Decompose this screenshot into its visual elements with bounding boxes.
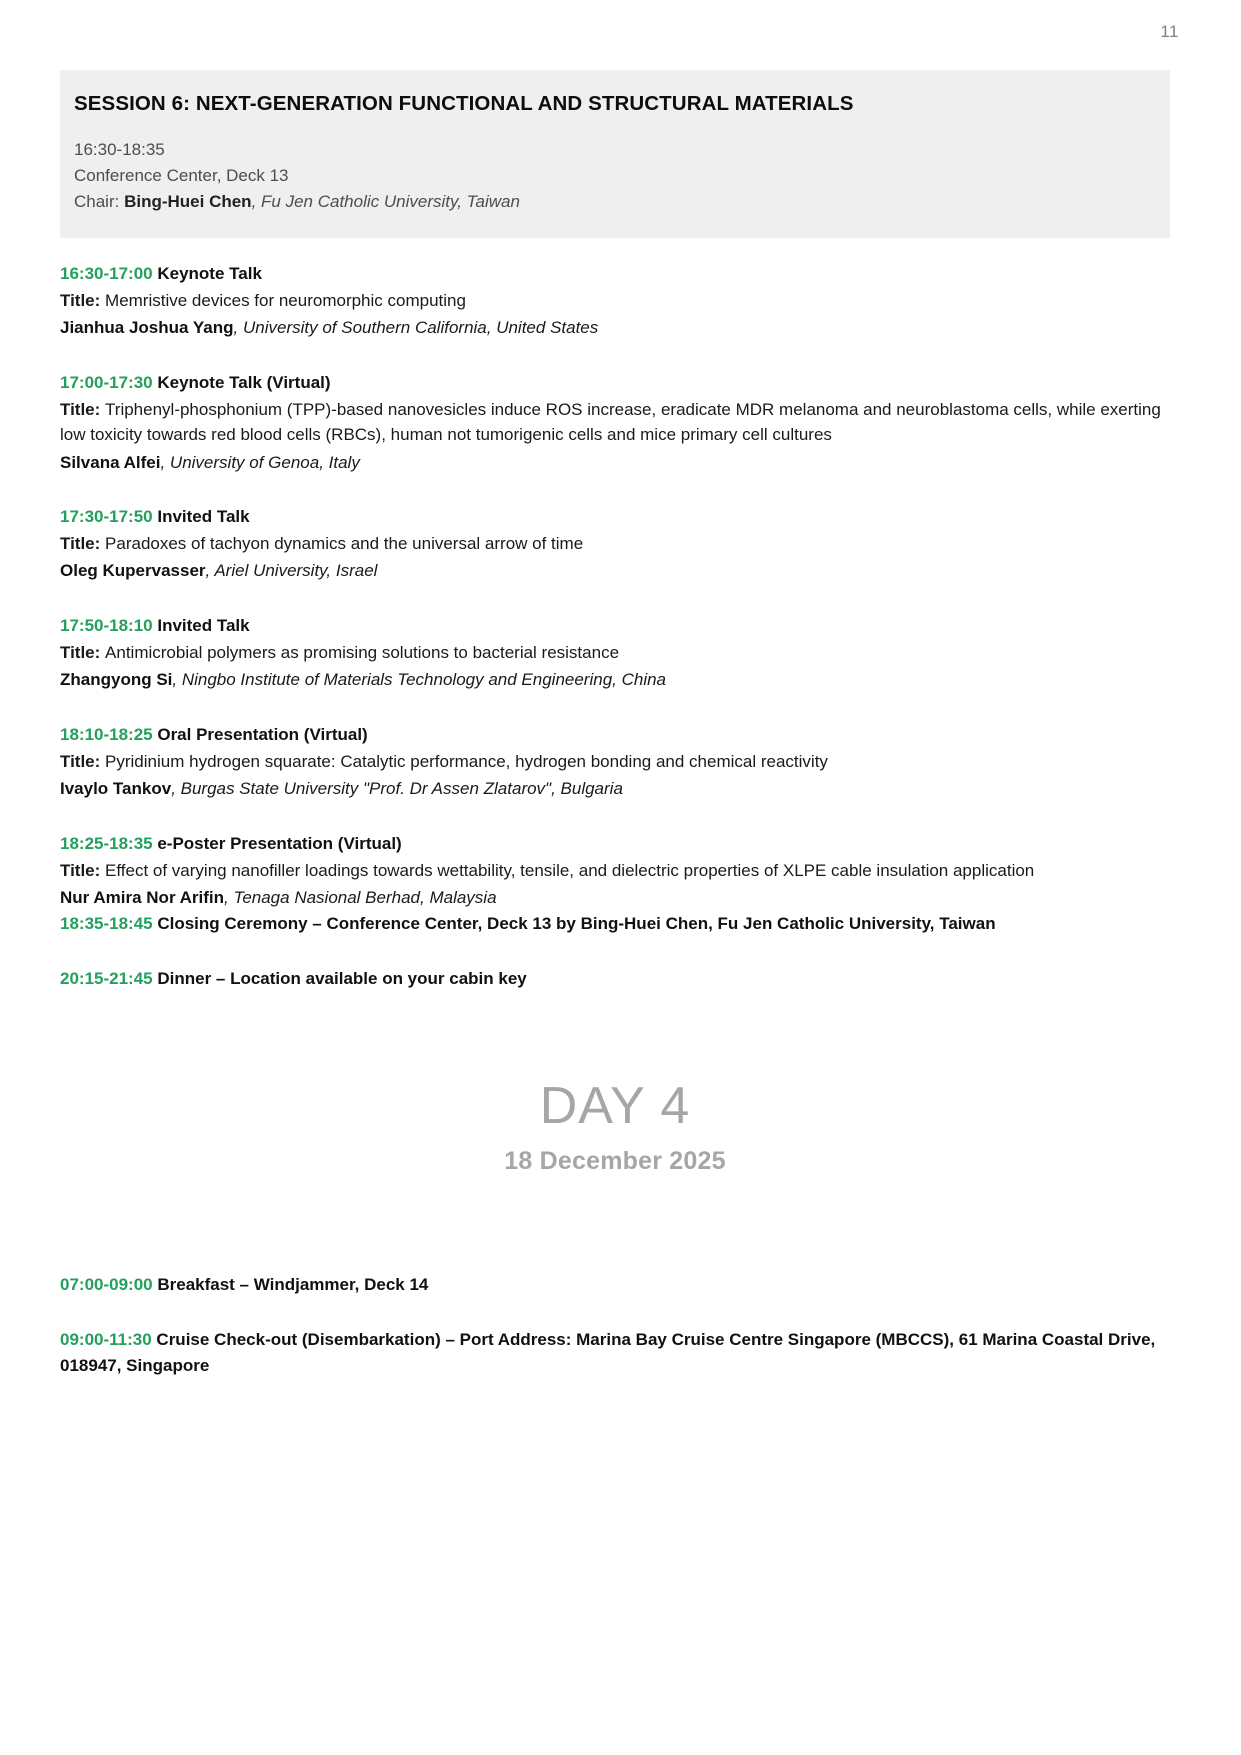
session-chair bbox=[74, 189, 1156, 215]
session-time: 16:30-18:35 bbox=[74, 139, 165, 159]
entry-speaker-name: Oleg Kupervasser bbox=[60, 561, 206, 581]
entry-speaker-affiliation: , Burgas State University "Prof. Dr Assen Zlatarov", Bulgaria bbox=[171, 779, 623, 799]
day-divider bbox=[60, 1078, 1170, 1176]
entry-title bbox=[60, 397, 1170, 447]
entry-kind: Invited Talk bbox=[152, 615, 250, 635]
entry-title bbox=[60, 288, 1170, 313]
entry-title-label: Title: bbox=[60, 752, 106, 772]
entry-speaker-name: Zhangyong Si bbox=[60, 670, 173, 690]
entry-title-text: Effect of varying nanofiller loadings towards wettability, tensile, and dielectric properties of XLPE cable insulation application bbox=[105, 861, 1035, 881]
entry-title bbox=[60, 640, 1170, 665]
entry-time: 16:30-17:00 bbox=[60, 263, 153, 283]
entry-title-label: Title: bbox=[60, 400, 106, 420]
entry-speaker bbox=[60, 667, 1170, 692]
entry-title-text: Antimicrobial polymers as promising solutions to bacterial resistance bbox=[105, 643, 620, 663]
entry-title-text: Triphenyl-phosphonium (TPP)-based nanovesicles induce ROS increase, eradicate MDR melanoma and neuroblastoma cells, while exerting low toxicity towards red blood cells (RBCs), human not tumorigenic cells and mice primary cell cultures bbox=[60, 400, 1161, 445]
schedule-item-dinner bbox=[60, 966, 1170, 992]
session-chair-label: Chair: bbox=[74, 192, 125, 212]
entry-speaker bbox=[60, 776, 1170, 801]
entry-title-text: Pyridinium hydrogen squarate: Catalytic performance, hydrogen bonding and chemical reactivity bbox=[105, 752, 828, 772]
entry-time: 18:25-18:35 bbox=[60, 833, 153, 853]
entry-title-label: Title: bbox=[60, 534, 106, 554]
entry-time: 17:00-17:30 bbox=[60, 372, 153, 392]
entry bbox=[60, 723, 1170, 802]
day-date: 18 December 2025 bbox=[504, 1146, 726, 1175]
session-header-band bbox=[60, 70, 1170, 238]
session-entries bbox=[60, 262, 1170, 911]
entry-head bbox=[60, 262, 1170, 287]
entry-speaker-affiliation: , Tenaga Nasional Berhad, Malaysia bbox=[224, 888, 497, 908]
entry-time: 18:10-18:25 bbox=[60, 724, 153, 744]
page-number: 11 bbox=[1160, 22, 1179, 41]
entry-speaker-affiliation: , Ariel University, Israel bbox=[205, 561, 378, 581]
entry-kind: Keynote Talk (Virtual) bbox=[152, 372, 331, 392]
item-label: Breakfast – Windjammer, Deck 14 bbox=[152, 1274, 429, 1294]
item-time: 20:15-21:45 bbox=[60, 969, 153, 988]
entry-kind: Invited Talk bbox=[152, 506, 250, 526]
day-title: DAY 4 bbox=[539, 1076, 691, 1135]
entry-kind: Oral Presentation (Virtual) bbox=[152, 724, 368, 744]
entry-head bbox=[60, 832, 1170, 857]
page-content bbox=[60, 70, 1170, 1408]
entry bbox=[60, 262, 1170, 341]
schedule-item-checkout bbox=[60, 1327, 1170, 1378]
item-time: 18:35-18:45 bbox=[60, 913, 153, 933]
entry-speaker bbox=[60, 558, 1170, 583]
entry-head bbox=[60, 723, 1170, 748]
day-schedule bbox=[60, 1272, 1170, 1379]
entry-head bbox=[60, 614, 1170, 639]
entry-kind: Keynote Talk bbox=[152, 263, 262, 283]
entry bbox=[60, 505, 1170, 584]
item-time: 07:00-09:00 bbox=[60, 1274, 153, 1294]
item-label: Cruise Check-out (Disembarkation) – Port Address: Marina Bay Cruise Centre Singapore (MBCCS), 61 Marina Coastal Drive, 018947, Singapore bbox=[60, 1330, 1156, 1375]
entry-title bbox=[60, 858, 1170, 883]
entry-speaker bbox=[60, 315, 1170, 340]
entry-title-label: Title: bbox=[60, 643, 106, 663]
entry-speaker-affiliation: , University of Southern California, United States bbox=[233, 318, 599, 338]
item-label: Dinner – Location available on your cabin key bbox=[152, 969, 527, 988]
entry-speaker-name: Jianhua Joshua Yang bbox=[60, 318, 234, 338]
schedule-item-closing-ceremony bbox=[60, 911, 1170, 937]
session-meta bbox=[74, 137, 1156, 216]
session-title: SESSION 6: NEXT-GENERATION FUNCTIONAL AND STRUCTURAL MATERIALS bbox=[74, 92, 854, 115]
entry-speaker-affiliation: , University of Genoa, Italy bbox=[160, 452, 360, 472]
session-location: Conference Center, Deck 13 bbox=[74, 165, 289, 185]
entry-speaker-name: Nur Amira Nor Arifin bbox=[60, 888, 225, 908]
entry bbox=[60, 371, 1170, 475]
entry bbox=[60, 832, 1170, 911]
entry-title-label: Title: bbox=[60, 861, 106, 881]
entry-head bbox=[60, 505, 1170, 530]
session-chair-affiliation: , Fu Jen Catholic University, Taiwan bbox=[251, 192, 520, 212]
entry-speaker-name: Ivaylo Tankov bbox=[60, 779, 172, 799]
entry-head bbox=[60, 371, 1170, 396]
schedule-item-breakfast bbox=[60, 1272, 1170, 1298]
item-time: 09:00-11:30 bbox=[60, 1330, 152, 1350]
entry-kind: e-Poster Presentation (Virtual) bbox=[152, 833, 402, 853]
entry-title bbox=[60, 749, 1170, 774]
entry-time: 17:50-18:10 bbox=[60, 615, 153, 635]
session-chair-name: Bing-Huei Chen bbox=[124, 192, 252, 212]
entry-title-label: Title: bbox=[60, 291, 106, 311]
entry-title bbox=[60, 531, 1170, 556]
entry-speaker bbox=[60, 885, 1170, 910]
entry bbox=[60, 614, 1170, 693]
item-label: Closing Ceremony – Conference Center, Deck 13 by Bing-Huei Chen, Fu Jen Catholic University, Taiwan bbox=[152, 913, 996, 933]
entry-title-text: Paradoxes of tachyon dynamics and the universal arrow of time bbox=[105, 534, 584, 554]
entry-title-text: Memristive devices for neuromorphic computing bbox=[105, 291, 466, 311]
entry-speaker bbox=[60, 450, 1170, 475]
entry-time: 17:30-17:50 bbox=[60, 506, 153, 526]
entry-speaker-affiliation: , Ningbo Institute of Materials Technology and Engineering, China bbox=[172, 670, 667, 690]
entry-speaker-name: Silvana Alfei bbox=[60, 452, 161, 472]
